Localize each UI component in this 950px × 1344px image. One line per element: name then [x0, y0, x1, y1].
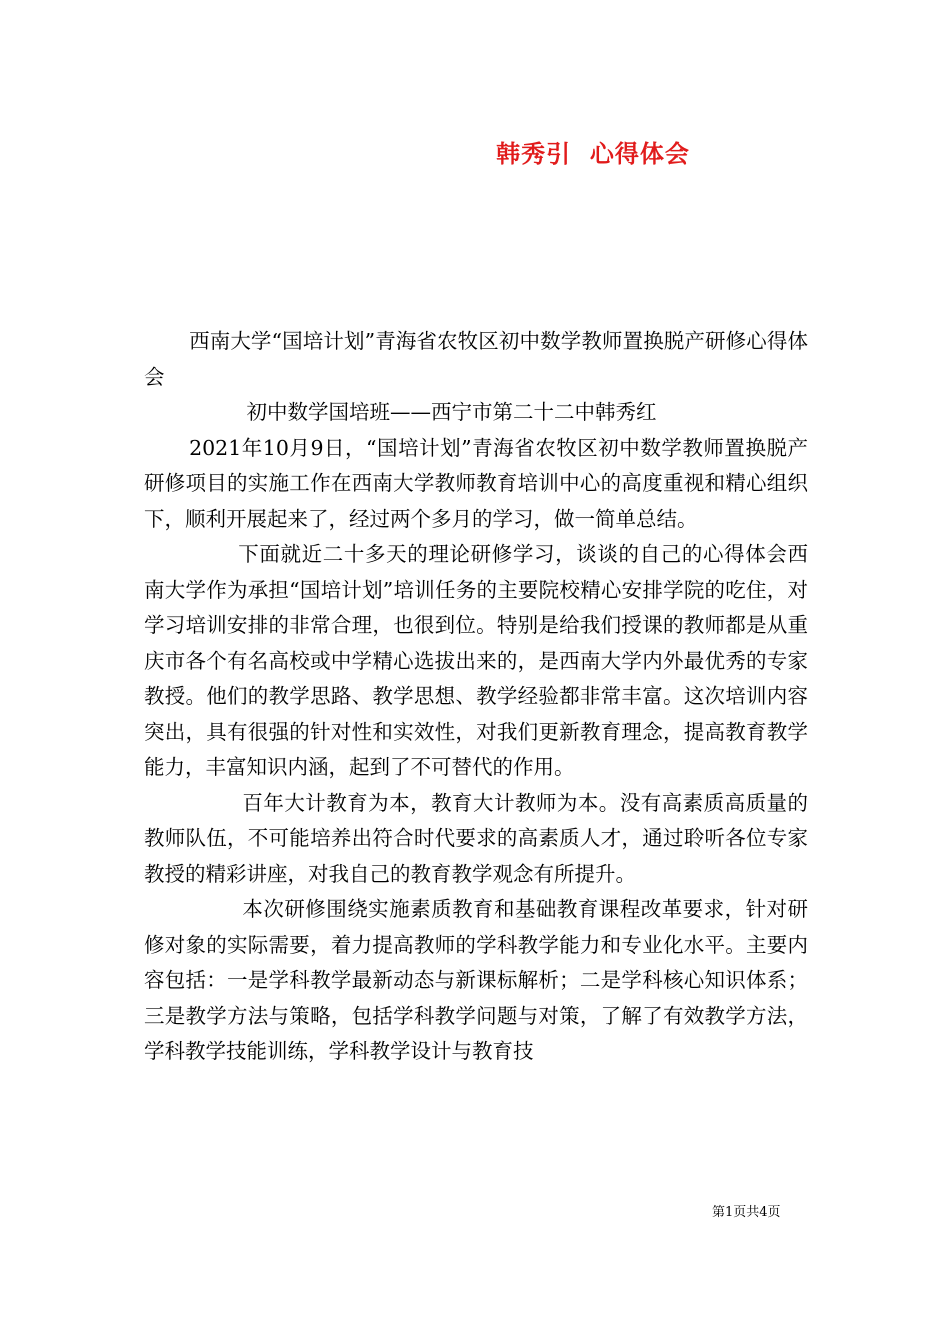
- paragraph-author: 初中数学国培班——西宁市第二十二中韩秀红: [246, 400, 657, 424]
- document-title: 韩秀引 心得体会: [496, 140, 690, 168]
- paragraph-intro: 2021年10月9日，“国培计划”青海省农牧区初中数学教师置换脱产研修项目的实施工作在西南大学教师教育培训中心的高度重视和精心组织下，顺利开展起来了，经过两个多月的学习，做一简单总结。: [144, 435, 808, 531]
- paragraph-heading: 西南大学“国培计划”青海省农牧区初中数学教师置换脱产研修心得体会: [144, 329, 808, 389]
- paragraph-experience: 下面就近二十多天的理论研修学习，谈谈的自己的心得体会西南大学作为承担“国培计划”培训任务的主要院校精心安排学院的吃住，对学习培训安排的非常合理，也很到位。特别是给我们授课的教师都是从重庆市各个有名高校或中学精心选拔出来的，是西南大学内外最优秀的专家教授。他们的教学思路、教学思想、教学经验都非常丰富。这次培训内容突出，具有很强的针对性和实效性，对我们更新教育理念，提高教育教学能力，丰富知识内涵，起到了不可替代的作用。: [144, 542, 808, 779]
- document-body: [144, 324, 808, 1070]
- paragraph-education: 百年大计教育为本，教育大计教师为本。没有高素质高质量的教师队伍，不可能培养出符合时代要求的高素质人才，通过聆听各位专家教授的精彩讲座，对我自己的教育教学观念有所提升。: [144, 790, 808, 886]
- page-number: 第1页共4页: [712, 1205, 781, 1220]
- paragraph-content: 本次研修围绕实施素质教育和基础教育课程改革要求，针对研修对象的实际需要，着力提高教师的学科教学能力和专业化水平。主要内容包括：一是学科教学最新动态与新课标解析；二是学科核心知识体系；三是教学方法与策略，包括学科教学问题与对策，了解了有效教学方法，学科教学技能训练，学科教学设计与教育技: [144, 897, 808, 1063]
